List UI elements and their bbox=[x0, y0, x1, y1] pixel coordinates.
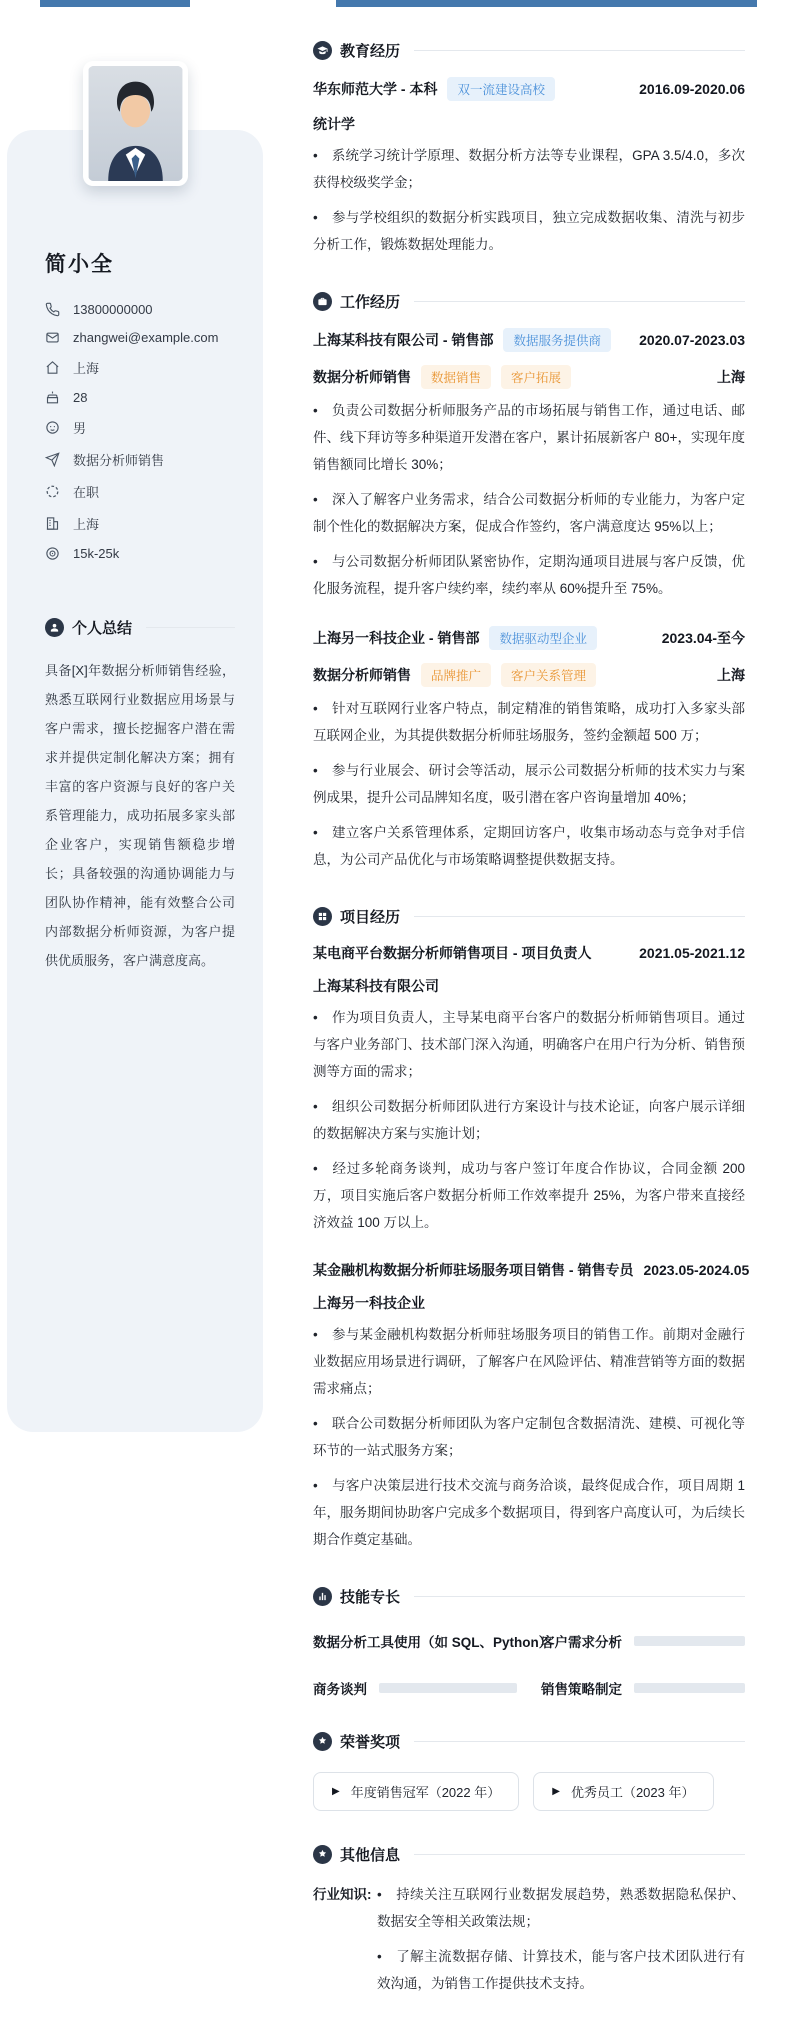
honors-section-header bbox=[313, 1731, 745, 1752]
bullet: • 参与行业展会、研讨会等活动，展示公司数据分析师的技术实力与案例成果，提升公司品牌知名度，吸引潜在客户咨询量增加 40%； bbox=[313, 757, 745, 811]
sidebar bbox=[7, 130, 263, 975]
contact-value: 13800000000 bbox=[73, 302, 153, 317]
project-entry bbox=[313, 943, 745, 1236]
company-name: 上海某科技有限公司 - 销售部 bbox=[313, 332, 494, 348]
section-title: 工作经历 bbox=[340, 294, 401, 311]
honor-item[interactable] bbox=[533, 1772, 713, 1811]
skill-label: 数据分析工具使用（如 SQL、Python） bbox=[313, 1635, 553, 1650]
other-bullets bbox=[377, 1873, 745, 1997]
skill-bar bbox=[634, 1683, 745, 1693]
skills-section-header bbox=[313, 1586, 745, 1607]
skill-bar bbox=[379, 1683, 517, 1693]
profile-photo bbox=[83, 61, 188, 186]
bullet: • 与公司数据分析师团队紧密协作，定期沟通项目进展与客户反馈，优化服务流程，提升客户续约率，续约率从 60%提升至 75%。 bbox=[313, 548, 745, 602]
honors-section bbox=[313, 1731, 745, 1811]
grid-icon bbox=[313, 907, 332, 926]
skill-label: 商务谈判 bbox=[313, 1682, 367, 1697]
project-org: 上海另一科技企业 bbox=[313, 1295, 425, 1311]
bullet: • 持续关注互联网行业数据发展趋势，熟悉数据隐私保护、数据安全等相关政策法规； bbox=[377, 1881, 745, 1935]
work-date: 2020.07-2023.03 bbox=[639, 332, 745, 348]
bullet: • 作为项目负责人，主导某电商平台客户的数据分析师销售项目。通过与客户业务部门、技术部门深入沟通，明确客户在用户行为分析、销售预测等方面的需求； bbox=[313, 1004, 745, 1085]
section-title: 教育经历 bbox=[340, 43, 401, 60]
bullet: • 针对互联网行业客户特点，制定精准的销售策略，成功打入多家头部互联网企业，为其提供数据分析师驻场服务，签约金额超 500 万； bbox=[313, 695, 745, 749]
divider bbox=[414, 50, 745, 51]
education-section bbox=[313, 40, 745, 258]
contact-item-work-city bbox=[45, 514, 235, 533]
job-tag: 品牌推广 bbox=[421, 663, 491, 687]
project-date: 2021.05-2021.12 bbox=[639, 945, 745, 961]
divider bbox=[414, 1854, 745, 1855]
bullet: • 参与某金融机构数据分析师驻场服务项目的销售工作。前期对金融行业数据应用场景进行调研，了解客户在风险评估、精准营销等方面的数据需求痛点； bbox=[313, 1321, 745, 1402]
other-section-header bbox=[313, 1844, 745, 1865]
contact-value: 28 bbox=[73, 390, 88, 405]
summary-section-header bbox=[45, 617, 235, 638]
bullet: • 联合公司数据分析师团队为客户定制包含数据清洗、建模、可视化等环节的一站式服务方案； bbox=[313, 1410, 745, 1464]
honors-list bbox=[313, 1772, 745, 1811]
work-bullets bbox=[313, 695, 745, 873]
work-entry bbox=[313, 328, 745, 602]
work-date: 2023.04-至今 bbox=[661, 630, 745, 646]
honor-label: 优秀员工（2023 年） bbox=[570, 1785, 695, 1800]
project-name: 某电商平台数据分析师销售项目 - 项目负责人 bbox=[313, 945, 592, 961]
contact-value: 上海 bbox=[73, 361, 100, 376]
job-tag: 客户关系管理 bbox=[501, 663, 596, 687]
section-title: 技能专长 bbox=[340, 1589, 401, 1606]
bullet: • 深入了解客户业务需求，结合公司数据分析师的专业能力，为客户定制个性化的数据解决方案，促成合作签约，客户满意度达 95%以上； bbox=[313, 486, 745, 540]
projects-section bbox=[313, 906, 750, 1553]
contact-item-salary bbox=[45, 546, 235, 561]
contact-value: zhangwei@example.com bbox=[73, 330, 219, 345]
face-icon bbox=[45, 420, 60, 435]
top-accent-bar-left bbox=[40, 0, 190, 7]
contact-item-job-intent bbox=[45, 450, 235, 469]
skill-item bbox=[541, 1678, 745, 1698]
contact-value: 15k-25k bbox=[73, 546, 120, 561]
job-tag: 数据销售 bbox=[421, 365, 491, 389]
projects-section-header bbox=[313, 906, 745, 927]
section-title: 个人总结 bbox=[72, 620, 133, 637]
major: 统计学 bbox=[313, 116, 355, 132]
contact-value: 男 bbox=[73, 421, 87, 436]
briefcase-icon bbox=[313, 292, 332, 311]
work-location: 上海 bbox=[717, 369, 745, 385]
work-location: 上海 bbox=[717, 667, 745, 683]
contact-list bbox=[45, 302, 235, 561]
medal-icon bbox=[313, 1732, 332, 1751]
school-badge: 双一流建设高校 bbox=[447, 77, 555, 101]
phone-icon bbox=[45, 302, 60, 317]
divider bbox=[146, 627, 235, 628]
skill-item bbox=[541, 1631, 745, 1651]
candidate-name: 简小全 bbox=[45, 253, 114, 276]
cake-icon bbox=[45, 390, 60, 405]
job-title: 数据分析师销售 bbox=[313, 667, 411, 683]
skill-bar bbox=[634, 1636, 745, 1646]
job-tag: 客户拓展 bbox=[501, 365, 571, 389]
contact-item-gender bbox=[45, 418, 235, 437]
other-section bbox=[313, 1844, 745, 1997]
summary-text: 具备[X]年数据分析师销售经验，熟悉互联网行业数据应用场景与客户需求，擅长挖掘客户潜在需求并提供定制化解决方案；拥有丰富的客户资源与良好的客户关系管理能力，成功拓展多家头部企业客户，实现销售额稳步增长；具备较强的沟通协调能力与团队协作精神，能有效整合公司内部数据分析师资源，为客户提供优质服务，客户满意度高。 bbox=[45, 663, 235, 968]
play-icon: ▶ bbox=[332, 1785, 340, 1797]
contact-value: 在职 bbox=[73, 485, 100, 500]
section-title: 项目经历 bbox=[340, 909, 401, 926]
work-entry bbox=[313, 626, 745, 873]
education-entry bbox=[313, 77, 745, 258]
school-name: 华东师范大学 - 本科 bbox=[313, 81, 438, 97]
skills-section bbox=[313, 1586, 745, 1698]
bullet: • 了解主流数据存储、计算技术，能与客户技术团队进行有效沟通，为销售工作提供技术支持。 bbox=[377, 1943, 745, 1997]
send-icon bbox=[45, 452, 60, 467]
play-icon: ▶ bbox=[552, 1785, 560, 1797]
contact-value: 上海 bbox=[73, 517, 100, 532]
honor-label: 年度销售冠军（2022 年） bbox=[350, 1785, 501, 1800]
work-section bbox=[313, 291, 745, 873]
section-title: 荣誉奖项 bbox=[340, 1734, 401, 1751]
bullet: • 系统学习统计学原理、数据分析方法等专业课程，GPA 3.5/4.0，多次获得校级奖学金； bbox=[313, 142, 745, 196]
mail-icon bbox=[45, 330, 60, 345]
other-info-row bbox=[313, 1881, 745, 1997]
company-name: 上海另一科技企业 - 销售部 bbox=[313, 630, 480, 646]
contact-item-age bbox=[45, 390, 235, 405]
user-icon bbox=[45, 618, 64, 637]
skill-label: 客户需求分析 bbox=[541, 1635, 622, 1650]
divider bbox=[414, 1741, 745, 1742]
project-date: 2023.05-2024.05 bbox=[643, 1262, 750, 1278]
skill-item bbox=[313, 1678, 517, 1698]
medal-icon bbox=[313, 1845, 332, 1864]
bullet: • 经过多轮商务谈判，成功与客户签订年度合作协议，合同金额 200 万，项目实施后客户数据分析师工作效率提升 25%，为客户带来直接经济效益 100 万以上。 bbox=[313, 1155, 745, 1236]
project-bullets bbox=[313, 1321, 745, 1553]
skills-grid bbox=[313, 1631, 745, 1698]
bullet: • 负责公司数据分析师服务产品的市场拓展与销售工作，通过电话、邮件、线下拜访等多种渠道开发潜在客户，累计拓展新客户 80+，实现年度销售额同比增长 30%； bbox=[313, 397, 745, 478]
project-name: 某金融机构数据分析师驻场服务项目销售 - 销售专员 bbox=[313, 1262, 634, 1278]
divider bbox=[414, 301, 745, 302]
honor-item[interactable] bbox=[313, 1772, 519, 1811]
education-bullets bbox=[313, 142, 745, 258]
skill-label: 销售策略制定 bbox=[541, 1682, 622, 1697]
home-icon bbox=[45, 360, 60, 375]
work-bullets bbox=[313, 397, 745, 602]
project-entry bbox=[313, 1260, 750, 1553]
building-icon bbox=[45, 516, 60, 531]
bar-chart-icon bbox=[313, 1587, 332, 1606]
contact-value: 数据分析师销售 bbox=[73, 453, 165, 468]
graduation-cap-icon bbox=[313, 41, 332, 60]
work-section-header bbox=[313, 291, 745, 312]
contact-item-phone bbox=[45, 302, 235, 317]
divider bbox=[414, 916, 745, 917]
status-icon bbox=[45, 484, 60, 499]
bullet: • 与客户决策层进行技术交流与商务洽谈，最终促成合作，项目周期 1 年，服务期间协助客户完成多个数据项目，得到客户高度认可，为后续长期合作奠定基础。 bbox=[313, 1472, 745, 1553]
target-icon bbox=[45, 546, 60, 561]
other-label: 行业知识: bbox=[313, 1887, 372, 1902]
section-title: 其他信息 bbox=[340, 1847, 401, 1864]
main-content bbox=[313, 0, 750, 2030]
bullet: • 参与学校组织的数据分析实践项目，独立完成数据收集、清洗与初步分析工作，锻炼数据处理能力。 bbox=[313, 204, 745, 258]
contact-item-email bbox=[45, 330, 235, 345]
company-badge: 数据服务提供商 bbox=[503, 328, 611, 352]
divider bbox=[414, 1596, 745, 1597]
contact-item-status bbox=[45, 482, 235, 501]
job-title: 数据分析师销售 bbox=[313, 369, 411, 385]
education-section-header bbox=[313, 40, 745, 61]
project-bullets bbox=[313, 1004, 745, 1236]
company-badge: 数据驱动型企业 bbox=[489, 626, 597, 650]
skill-item bbox=[313, 1631, 553, 1651]
education-date: 2016.09-2020.06 bbox=[639, 81, 745, 97]
bullet: • 建立客户关系管理体系，定期回访客户，收集市场动态与竞争对手信息，为公司产品优化与市场策略调整提供数据支持。 bbox=[313, 819, 745, 873]
avatar bbox=[88, 66, 183, 181]
bullet: • 组织公司数据分析师团队进行方案设计与技术论证，向客户展示详细的数据解决方案与实施计划； bbox=[313, 1093, 745, 1147]
project-org: 上海某科技有限公司 bbox=[313, 978, 439, 994]
contact-item-city bbox=[45, 358, 235, 377]
